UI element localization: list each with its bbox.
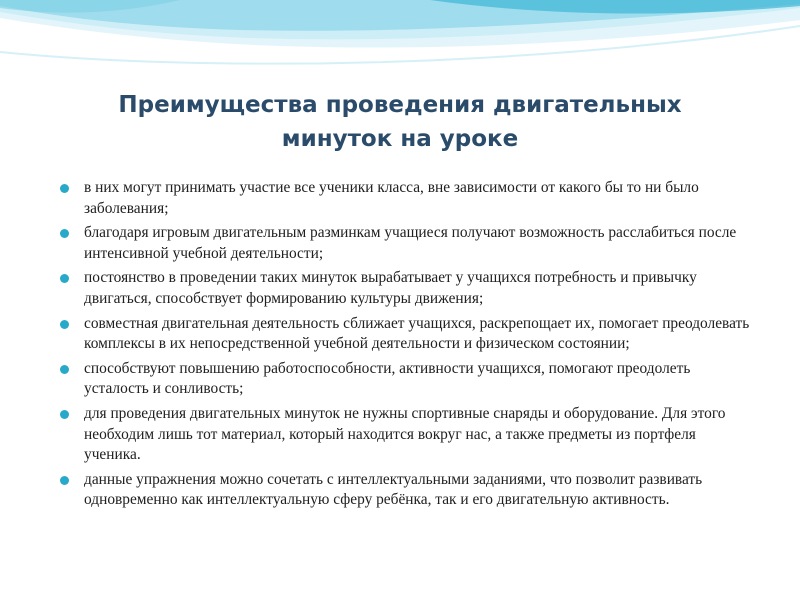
bullet-text: данные упражнения можно сочетать с интеллектуальными заданиями, что позволит развивать одновременно как интеллектуальную сферу ребёнка, так и его двигательную активность. bbox=[84, 470, 703, 509]
bullet-dot-icon bbox=[60, 320, 69, 329]
bullet-item bbox=[60, 470, 750, 511]
bullet-item bbox=[60, 223, 750, 264]
header-wave-decoration bbox=[0, 0, 800, 75]
bullet-dot-icon bbox=[60, 476, 69, 485]
bullet-item bbox=[60, 314, 750, 355]
bullet-dot-icon bbox=[60, 184, 69, 193]
bullet-text: постоянство в проведении таких минуток вырабатывает у учащихся потребность и привычку двигаться, способствует формированию культуры движения; bbox=[84, 269, 697, 307]
slide-title-line-2: минуток на уроке bbox=[281, 126, 519, 152]
bullet-item bbox=[60, 404, 750, 466]
slide-title bbox=[40, 88, 760, 156]
bullet-item bbox=[60, 268, 750, 309]
bullet-text: для проведения двигательных минуток не нужны спортивные снаряды и оборудование. Для этого необходим лишь тот материал, который находится вокруг нас, а также предметы из портфеля ученика. bbox=[84, 404, 726, 464]
bullet-item bbox=[60, 359, 750, 400]
bullet-dot-icon bbox=[60, 410, 69, 419]
bullet-dot-icon bbox=[60, 365, 69, 374]
bullet-text: благодаря игровым двигательным разминкам учащиеся получают возможность расслабиться после интенсивной учебной деятельности; bbox=[84, 224, 737, 262]
bullet-text: в них могут принимать участие все ученики класса, вне зависимости от какого бы то ни было заболевания; bbox=[84, 179, 699, 217]
bullet-text: способствуют повышению работоспособности, активности учащихся, помогают преодолеть усталость и сонливость; bbox=[84, 359, 691, 398]
slide-title-line-1: Преимущества проведения двигательных bbox=[118, 92, 682, 118]
bullet-dot-icon bbox=[60, 229, 69, 238]
bullet-dot-icon bbox=[60, 274, 69, 283]
bullet-list bbox=[60, 178, 750, 515]
bullet-item bbox=[60, 178, 750, 219]
bullet-text: совместная двигательная деятельность сближает учащихся, раскрепощает их, помогает преодолевать комплексы в их непосредственной учебной деятельности и физическом состоянии; bbox=[84, 314, 750, 353]
